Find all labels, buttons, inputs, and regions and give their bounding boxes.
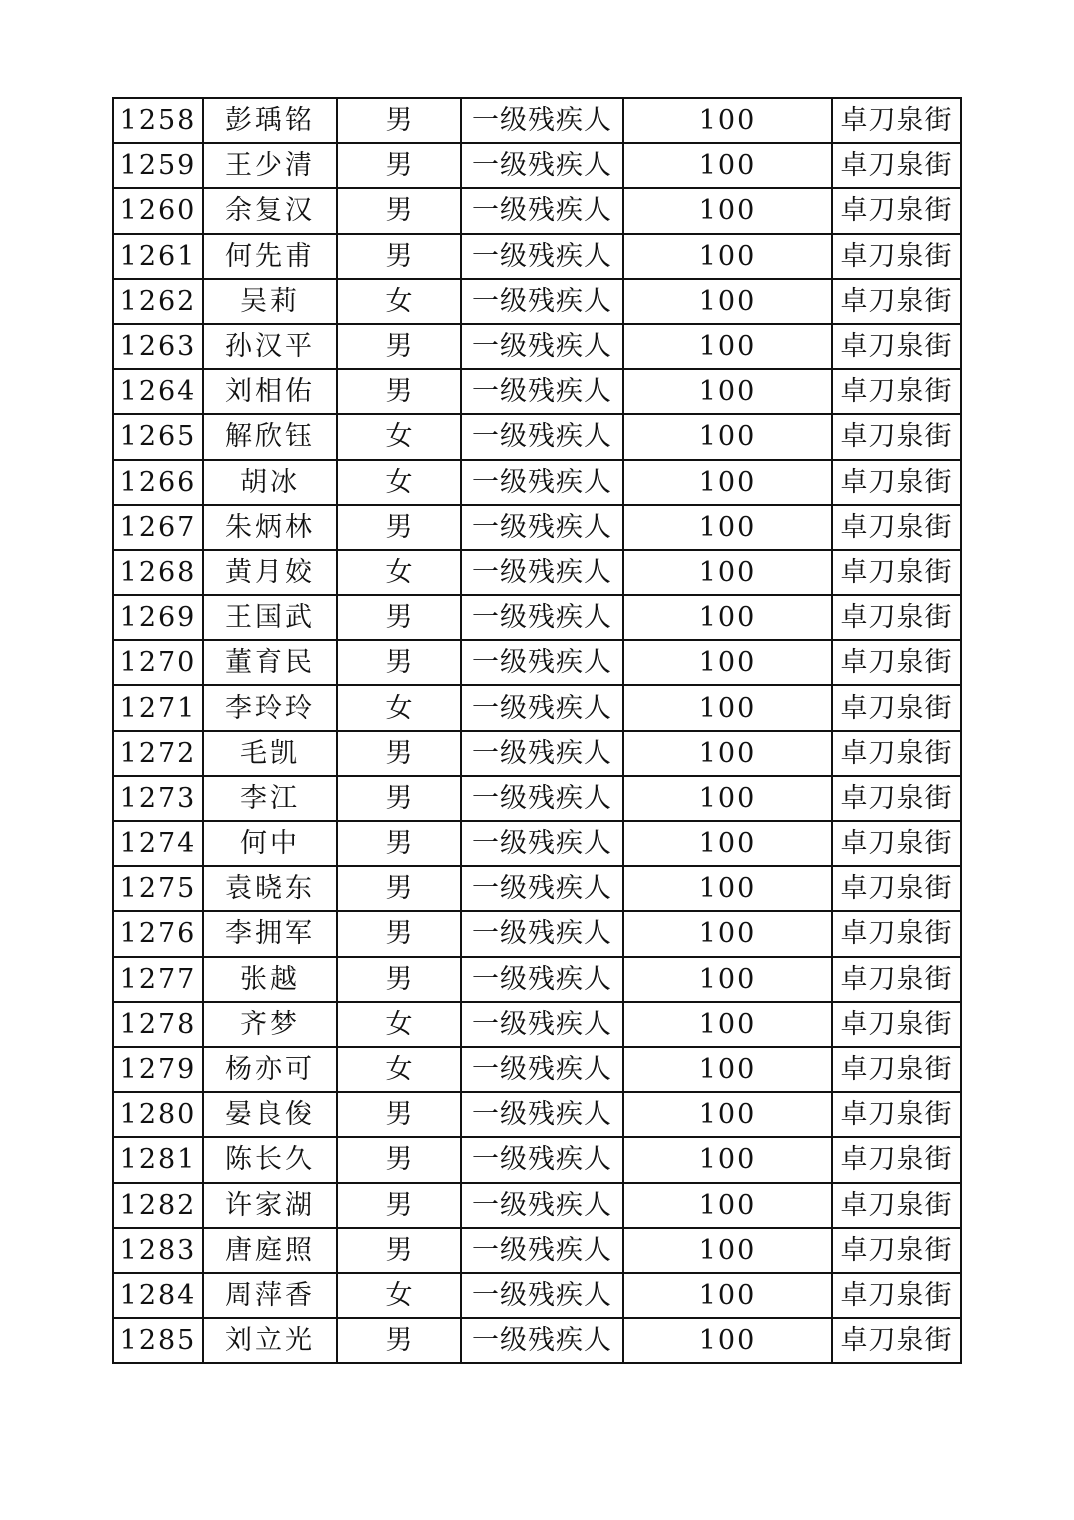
cell-street: 卓刀泉街 [832, 1273, 961, 1318]
cell-name: 杨亦可 [203, 1047, 337, 1092]
table-row [113, 821, 961, 866]
cell-number: 1261 [113, 234, 203, 279]
cell-category: 一级残疾人 [461, 866, 623, 911]
cell-category: 一级残疾人 [461, 1137, 623, 1182]
cell-amount: 100 [623, 1273, 832, 1318]
table-row [113, 595, 961, 640]
cell-gender: 男 [337, 821, 461, 866]
cell-number: 1278 [113, 1002, 203, 1047]
cell-amount: 100 [623, 279, 832, 324]
table-row [113, 957, 961, 1002]
table-row [113, 640, 961, 685]
cell-number: 1285 [113, 1318, 203, 1363]
cell-gender: 男 [337, 1092, 461, 1137]
cell-amount: 100 [623, 911, 832, 956]
table-row [113, 98, 961, 143]
cell-gender: 男 [337, 1183, 461, 1228]
cell-street: 卓刀泉街 [832, 460, 961, 505]
cell-category: 一级残疾人 [461, 595, 623, 640]
cell-gender: 男 [337, 505, 461, 550]
cell-street: 卓刀泉街 [832, 414, 961, 459]
cell-name: 李江 [203, 776, 337, 821]
cell-amount: 100 [623, 324, 832, 369]
cell-amount: 100 [623, 550, 832, 595]
cell-number: 1270 [113, 640, 203, 685]
cell-street: 卓刀泉街 [832, 595, 961, 640]
cell-amount: 100 [623, 957, 832, 1002]
cell-gender: 女 [337, 1047, 461, 1092]
cell-number: 1279 [113, 1047, 203, 1092]
cell-number: 1264 [113, 369, 203, 414]
table-row [113, 234, 961, 279]
cell-category: 一级残疾人 [461, 821, 623, 866]
cell-gender: 女 [337, 414, 461, 459]
cell-street: 卓刀泉街 [832, 640, 961, 685]
cell-amount: 100 [623, 143, 832, 188]
cell-gender: 男 [337, 369, 461, 414]
cell-number: 1258 [113, 98, 203, 143]
cell-gender: 男 [337, 595, 461, 640]
table-row [113, 505, 961, 550]
cell-name: 解欣钰 [203, 414, 337, 459]
cell-amount: 100 [623, 640, 832, 685]
cell-name: 陈长久 [203, 1137, 337, 1182]
cell-category: 一级残疾人 [461, 1318, 623, 1363]
table-row [113, 911, 961, 956]
cell-street: 卓刀泉街 [832, 234, 961, 279]
cell-number: 1266 [113, 460, 203, 505]
cell-category: 一级残疾人 [461, 188, 623, 233]
cell-gender: 男 [337, 143, 461, 188]
table-row [113, 731, 961, 776]
cell-name: 胡冰 [203, 460, 337, 505]
cell-number: 1268 [113, 550, 203, 595]
cell-gender: 女 [337, 1273, 461, 1318]
cell-number: 1265 [113, 414, 203, 459]
cell-number: 1267 [113, 505, 203, 550]
cell-street: 卓刀泉街 [832, 1047, 961, 1092]
table-row [113, 324, 961, 369]
cell-street: 卓刀泉街 [832, 550, 961, 595]
cell-amount: 100 [623, 1183, 832, 1228]
cell-number: 1277 [113, 957, 203, 1002]
cell-name: 晏良俊 [203, 1092, 337, 1137]
cell-number: 1282 [113, 1183, 203, 1228]
cell-name: 余复汉 [203, 188, 337, 233]
cell-street: 卓刀泉街 [832, 369, 961, 414]
cell-number: 1283 [113, 1228, 203, 1273]
cell-category: 一级残疾人 [461, 550, 623, 595]
cell-gender: 女 [337, 1002, 461, 1047]
table-row [113, 685, 961, 730]
table-row [113, 1228, 961, 1273]
table-row [113, 279, 961, 324]
cell-name: 何先甫 [203, 234, 337, 279]
cell-amount: 100 [623, 1137, 832, 1182]
cell-number: 1273 [113, 776, 203, 821]
cell-street: 卓刀泉街 [832, 731, 961, 776]
cell-number: 1284 [113, 1273, 203, 1318]
cell-gender: 男 [337, 957, 461, 1002]
cell-category: 一级残疾人 [461, 414, 623, 459]
cell-amount: 100 [623, 1047, 832, 1092]
cell-amount: 100 [623, 414, 832, 459]
cell-category: 一级残疾人 [461, 143, 623, 188]
cell-name: 李玲玲 [203, 685, 337, 730]
cell-category: 一级残疾人 [461, 1047, 623, 1092]
cell-street: 卓刀泉街 [832, 1092, 961, 1137]
cell-category: 一级残疾人 [461, 505, 623, 550]
cell-category: 一级残疾人 [461, 640, 623, 685]
cell-category: 一级残疾人 [461, 369, 623, 414]
cell-amount: 100 [623, 595, 832, 640]
cell-amount: 100 [623, 866, 832, 911]
cell-amount: 100 [623, 1228, 832, 1273]
cell-name: 王少清 [203, 143, 337, 188]
cell-category: 一级残疾人 [461, 911, 623, 956]
cell-amount: 100 [623, 731, 832, 776]
table-row [113, 369, 961, 414]
cell-amount: 100 [623, 1318, 832, 1363]
cell-category: 一级残疾人 [461, 1183, 623, 1228]
cell-number: 1272 [113, 731, 203, 776]
cell-category: 一级残疾人 [461, 1228, 623, 1273]
cell-amount: 100 [623, 1002, 832, 1047]
cell-number: 1259 [113, 143, 203, 188]
cell-category: 一级残疾人 [461, 685, 623, 730]
cell-amount: 100 [623, 98, 832, 143]
cell-gender: 男 [337, 1137, 461, 1182]
cell-street: 卓刀泉街 [832, 866, 961, 911]
cell-name: 吴莉 [203, 279, 337, 324]
cell-gender: 女 [337, 279, 461, 324]
table-row [113, 776, 961, 821]
cell-gender: 女 [337, 685, 461, 730]
cell-name: 周萍香 [203, 1273, 337, 1318]
cell-street: 卓刀泉街 [832, 957, 961, 1002]
cell-category: 一级残疾人 [461, 776, 623, 821]
cell-name: 毛凯 [203, 731, 337, 776]
cell-gender: 女 [337, 460, 461, 505]
cell-name: 何中 [203, 821, 337, 866]
cell-street: 卓刀泉街 [832, 143, 961, 188]
cell-name: 朱炳林 [203, 505, 337, 550]
cell-name: 李拥军 [203, 911, 337, 956]
cell-street: 卓刀泉街 [832, 505, 961, 550]
cell-street: 卓刀泉街 [832, 911, 961, 956]
cell-street: 卓刀泉街 [832, 188, 961, 233]
table-row [113, 1047, 961, 1092]
cell-category: 一级残疾人 [461, 957, 623, 1002]
cell-gender: 男 [337, 776, 461, 821]
cell-name: 王国武 [203, 595, 337, 640]
cell-amount: 100 [623, 685, 832, 730]
table-row [113, 1273, 961, 1318]
cell-name: 唐庭照 [203, 1228, 337, 1273]
table-row [113, 866, 961, 911]
cell-name: 董育民 [203, 640, 337, 685]
cell-street: 卓刀泉街 [832, 1002, 961, 1047]
cell-gender: 男 [337, 324, 461, 369]
cell-name: 许家湖 [203, 1183, 337, 1228]
cell-amount: 100 [623, 776, 832, 821]
table-row [113, 1002, 961, 1047]
cell-amount: 100 [623, 1092, 832, 1137]
cell-street: 卓刀泉街 [832, 279, 961, 324]
cell-gender: 男 [337, 866, 461, 911]
table-row [113, 550, 961, 595]
cell-category: 一级残疾人 [461, 1273, 623, 1318]
cell-gender: 男 [337, 731, 461, 776]
cell-number: 1280 [113, 1092, 203, 1137]
table-row [113, 1137, 961, 1182]
cell-name: 张越 [203, 957, 337, 1002]
cell-amount: 100 [623, 460, 832, 505]
cell-street: 卓刀泉街 [832, 1183, 961, 1228]
cell-gender: 女 [337, 550, 461, 595]
cell-amount: 100 [623, 821, 832, 866]
roster-table [112, 97, 962, 1364]
table-row [113, 1318, 961, 1363]
cell-gender: 男 [337, 1228, 461, 1273]
cell-category: 一级残疾人 [461, 279, 623, 324]
cell-amount: 100 [623, 234, 832, 279]
cell-street: 卓刀泉街 [832, 1228, 961, 1273]
cell-name: 彭瑀铭 [203, 98, 337, 143]
table-row [113, 1183, 961, 1228]
table-row [113, 414, 961, 459]
table-row [113, 188, 961, 233]
cell-amount: 100 [623, 188, 832, 233]
cell-gender: 男 [337, 188, 461, 233]
cell-name: 孙汉平 [203, 324, 337, 369]
cell-number: 1281 [113, 1137, 203, 1182]
cell-number: 1262 [113, 279, 203, 324]
cell-street: 卓刀泉街 [832, 821, 961, 866]
cell-number: 1276 [113, 911, 203, 956]
cell-name: 齐梦 [203, 1002, 337, 1047]
cell-category: 一级残疾人 [461, 98, 623, 143]
cell-gender: 男 [337, 1318, 461, 1363]
cell-name: 刘相佑 [203, 369, 337, 414]
cell-category: 一级残疾人 [461, 1092, 623, 1137]
cell-amount: 100 [623, 505, 832, 550]
cell-street: 卓刀泉街 [832, 776, 961, 821]
cell-category: 一级残疾人 [461, 460, 623, 505]
cell-category: 一级残疾人 [461, 1002, 623, 1047]
cell-street: 卓刀泉街 [832, 1137, 961, 1182]
cell-number: 1263 [113, 324, 203, 369]
table-row [113, 460, 961, 505]
cell-category: 一级残疾人 [461, 731, 623, 776]
cell-number: 1269 [113, 595, 203, 640]
cell-category: 一级残疾人 [461, 324, 623, 369]
cell-street: 卓刀泉街 [832, 324, 961, 369]
cell-number: 1274 [113, 821, 203, 866]
table-row [113, 1092, 961, 1137]
cell-gender: 男 [337, 98, 461, 143]
table-row [113, 143, 961, 188]
cell-gender: 男 [337, 234, 461, 279]
cell-name: 黄月姣 [203, 550, 337, 595]
cell-gender: 男 [337, 640, 461, 685]
cell-street: 卓刀泉街 [832, 685, 961, 730]
roster-body [113, 98, 961, 1363]
cell-street: 卓刀泉街 [832, 98, 961, 143]
cell-number: 1271 [113, 685, 203, 730]
cell-number: 1275 [113, 866, 203, 911]
cell-number: 1260 [113, 188, 203, 233]
cell-gender: 男 [337, 911, 461, 956]
cell-category: 一级残疾人 [461, 234, 623, 279]
cell-street: 卓刀泉街 [832, 1318, 961, 1363]
cell-amount: 100 [623, 369, 832, 414]
cell-name: 袁晓东 [203, 866, 337, 911]
cell-name: 刘立光 [203, 1318, 337, 1363]
